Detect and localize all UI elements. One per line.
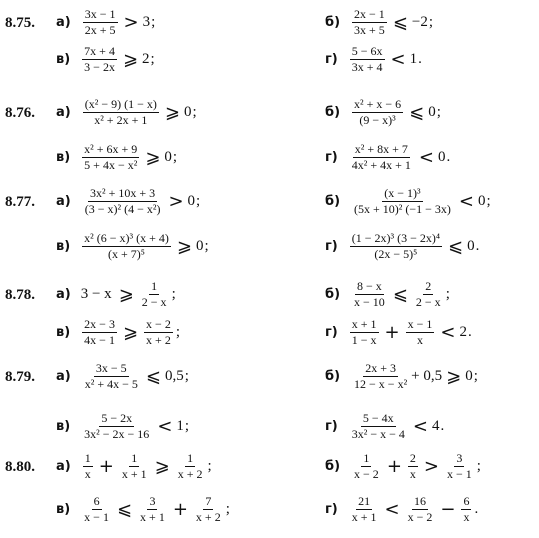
item-label: б): [325, 14, 341, 30]
denominator: (2x − 5)⁵: [374, 246, 418, 261]
fraction: [138, 495, 167, 523]
denominator: x − 1: [84, 509, 109, 524]
denominator: x − 2: [354, 466, 379, 481]
rhs-value: 0,5: [164, 367, 184, 384]
denominator: 3x + 5: [354, 22, 385, 37]
numerator: 3: [456, 451, 463, 465]
denominator: x + 2: [177, 466, 203, 481]
item-1-0: [56, 98, 197, 126]
relation: ⩽: [448, 235, 464, 257]
relation: ⩽: [145, 365, 161, 387]
numerator: x² (6 − x)³ (x + 4): [84, 231, 169, 245]
punctuation: ;: [192, 103, 197, 120]
numerator: 1: [151, 279, 158, 293]
item-3-2: [56, 318, 180, 346]
punctuation: .: [467, 323, 472, 340]
item-label: б): [325, 193, 341, 209]
punctuation: .: [446, 148, 451, 165]
item-0-0: [56, 8, 155, 36]
fraction: [83, 98, 159, 126]
relation: <: [418, 146, 434, 168]
denominator: x + 1: [351, 509, 377, 524]
numerator: 3x − 5: [95, 361, 127, 375]
fraction: [414, 280, 443, 308]
numerator: x − 1: [407, 317, 433, 331]
numerator: x − 2: [146, 317, 171, 331]
expression: [81, 452, 212, 480]
punctuation: .: [418, 50, 422, 67]
expression: [80, 412, 189, 440]
punctuation: ;: [196, 192, 201, 209]
item-0-1: [325, 8, 433, 36]
denominator: x − 1: [447, 466, 472, 481]
numerator: 1: [363, 451, 370, 465]
denominator: x + 1: [121, 466, 147, 481]
expression: [348, 412, 444, 440]
fraction: [445, 452, 474, 480]
item-2-1: [325, 187, 491, 215]
rhs-value: 0: [195, 237, 204, 254]
numerator: 3x² + 10x + 3: [90, 186, 156, 200]
item-label: г): [325, 149, 338, 165]
expression: [81, 187, 200, 215]
fraction: [144, 318, 173, 346]
denominator: x + 2: [146, 332, 171, 347]
punctuation: ;: [150, 50, 155, 67]
expression: [348, 232, 480, 260]
rhs-value: 1: [409, 50, 418, 67]
fraction: [352, 8, 387, 36]
rhs-value: 0: [437, 148, 446, 165]
rhs-value: 0: [164, 148, 172, 165]
punctuation: ;: [207, 457, 212, 474]
sign: +: [98, 455, 114, 477]
denominator: 3x² − x − 4: [351, 426, 405, 441]
numerator: (1 − 2x)³ (3 − 2x)⁴: [351, 231, 441, 245]
relation: >: [123, 11, 139, 33]
item-5-2: [56, 495, 230, 523]
numerator: x² + 8x + 7: [354, 142, 408, 156]
numerator: 2: [409, 451, 416, 465]
item-1-2: [56, 143, 177, 171]
item-3-1: [325, 280, 450, 308]
rhs-value: 0: [187, 192, 196, 209]
numerator: 6: [93, 494, 100, 508]
expression: [350, 187, 491, 215]
denominator: 4x² + 4x + 1: [351, 157, 411, 172]
denominator: x: [409, 466, 416, 481]
denominator: (5x + 10)² (−1 − 3x): [354, 201, 451, 216]
problem-number: 8.78.: [5, 287, 35, 303]
relation: ⩾: [164, 101, 180, 123]
expression: [350, 362, 478, 390]
denominator: x: [84, 466, 91, 481]
relation: ⩾: [122, 48, 139, 70]
rhs-value: 0: [428, 103, 436, 120]
numerator: 5 − 4x: [362, 411, 394, 425]
fraction: [350, 412, 407, 440]
expression: [80, 143, 177, 171]
expression: [350, 452, 481, 480]
rhs-value: 3: [142, 13, 151, 30]
punctuation: ;: [486, 192, 491, 209]
expression: [80, 45, 155, 73]
item-3-3: [325, 318, 472, 346]
punctuation: ;: [172, 148, 178, 165]
item-label: в): [56, 418, 71, 434]
expression: [80, 495, 230, 523]
item-5-1: [325, 452, 481, 480]
item-label: а): [56, 286, 71, 302]
item-1-3: [325, 143, 450, 171]
denominator: 2 − x: [415, 294, 441, 309]
numerator: 5 − 2x: [101, 411, 133, 425]
rhs-value: 1: [176, 417, 184, 434]
item-label: а): [56, 458, 71, 474]
punctuation: ;: [175, 323, 180, 340]
problem-number: 8.79.: [5, 369, 35, 385]
problem-number: 8.76.: [5, 105, 35, 121]
numerator: (x − 1)³: [384, 186, 421, 200]
item-label: в): [56, 324, 71, 340]
rhs-value: 2: [142, 50, 150, 67]
fraction: [406, 318, 435, 346]
item-2-2: [56, 232, 209, 260]
expression: [81, 362, 189, 390]
fraction: [350, 232, 442, 260]
relation: <: [440, 321, 456, 343]
denominator: x + 1: [140, 509, 165, 524]
denominator: 12 − x − x²: [354, 376, 408, 391]
punctuation: ;: [445, 285, 450, 302]
punctuation: .: [440, 417, 445, 434]
denominator: 2x + 5: [84, 22, 116, 37]
fraction: [408, 452, 418, 480]
fraction: [176, 452, 205, 480]
item-4-0: [56, 362, 189, 390]
relation: >: [168, 190, 184, 212]
expression: [348, 143, 450, 171]
denominator: x: [417, 332, 423, 347]
numerator: (x² − 9) (1 − x): [84, 97, 157, 111]
fraction: [350, 318, 379, 346]
punctuation: ;: [476, 457, 481, 474]
expression: [348, 495, 479, 523]
numerator: 8 − x: [357, 279, 382, 293]
numerator: 1: [187, 451, 194, 465]
item-label: а): [56, 14, 71, 30]
expression: [80, 232, 208, 260]
expression: [350, 8, 433, 36]
fraction: [120, 452, 149, 480]
item-4-3: [325, 412, 444, 440]
item-label: б): [325, 286, 341, 302]
numerator: 3: [149, 494, 156, 508]
item-label: а): [56, 368, 71, 384]
relation: ⩾: [446, 365, 462, 387]
item-label: б): [325, 104, 341, 120]
numerator: 6: [463, 494, 470, 508]
item-label: в): [56, 51, 71, 67]
punctuation: ;: [473, 367, 478, 384]
denominator: 3x² − 2x − 16: [84, 426, 150, 441]
fraction: [352, 98, 403, 126]
fraction: [82, 45, 117, 73]
punctuation: ;: [225, 500, 230, 517]
relation: <: [412, 415, 428, 437]
rhs-value: −2: [411, 13, 428, 30]
item-0-2: [56, 45, 155, 73]
item-label: г): [325, 238, 338, 254]
denominator: 3 − 2x: [84, 59, 115, 74]
expression: [350, 98, 441, 126]
item-label: в): [56, 501, 71, 517]
item-label: б): [325, 458, 341, 474]
punctuation: ;: [151, 13, 156, 30]
lead-term: 3 − x: [80, 285, 112, 302]
numerator: 1: [84, 451, 91, 465]
fraction: [83, 187, 163, 215]
rhs-value: 0: [465, 367, 473, 384]
relation: ⩽: [116, 498, 133, 520]
expression: [80, 318, 180, 346]
sign: +: [386, 455, 402, 477]
denominator: x − 2: [407, 509, 433, 524]
punctuation: ;: [171, 285, 176, 302]
fraction: [406, 495, 435, 523]
punctuation: ;: [184, 417, 190, 434]
relation: ⩽: [409, 101, 425, 123]
rhs-value: 2: [459, 323, 467, 340]
fraction: [352, 280, 387, 308]
relation: <: [384, 498, 400, 520]
numerator: 2x + 3: [365, 361, 396, 375]
item-label: г): [325, 324, 338, 340]
fraction: [350, 143, 413, 171]
fraction: [461, 495, 471, 523]
item-label: г): [325, 501, 338, 517]
item-label: б): [325, 368, 341, 384]
fraction: [350, 45, 385, 73]
fraction: [350, 495, 379, 523]
punctuation: ;: [184, 367, 189, 384]
numerator: 2x − 3: [84, 317, 115, 331]
fraction: [82, 143, 139, 171]
numerator: 21: [358, 494, 371, 508]
numerator: x² + x − 6: [354, 97, 402, 111]
denominator: (x + 7)⁵: [108, 246, 145, 261]
relation: <: [390, 48, 406, 70]
item-label: г): [325, 418, 338, 434]
item-label: а): [56, 104, 71, 120]
denominator: x: [463, 509, 470, 524]
rhs-value: 0: [467, 237, 475, 254]
item-5-0: [56, 452, 212, 480]
punctuation: ;: [204, 237, 209, 254]
problem-number: 8.77.: [5, 194, 35, 210]
expression: [348, 318, 472, 346]
item-2-0: [56, 187, 200, 215]
fraction: [352, 362, 409, 390]
problem-number: 8.75.: [5, 15, 35, 31]
fraction: [83, 362, 140, 390]
punctuation: ;: [428, 13, 434, 30]
relation: ⩾: [154, 455, 170, 477]
fraction: [82, 495, 111, 523]
rhs-value: 4: [431, 417, 440, 434]
rhs-value: 0: [478, 192, 486, 209]
denominator: (3 − x)² (4 − x²): [84, 201, 161, 216]
denominator: 5 + 4x − x²: [84, 157, 138, 172]
relation: ⩾: [122, 321, 139, 343]
fraction: [83, 8, 118, 36]
numerator: 2: [425, 279, 432, 293]
item-4-2: [56, 412, 189, 440]
punctuation: .: [475, 237, 480, 254]
denominator: (9 − x)³: [359, 112, 396, 127]
relation: ⩾: [118, 283, 134, 305]
item-2-3: [325, 232, 479, 260]
fraction: [352, 452, 381, 480]
sign: +: [172, 498, 188, 520]
denominator: x + 2: [195, 509, 221, 524]
relation: <: [458, 190, 475, 212]
fraction: [82, 318, 117, 346]
expression: [81, 8, 156, 36]
denominator: 2 − x: [141, 294, 167, 309]
relation: ⩾: [176, 235, 192, 257]
denominator: x − 10: [354, 294, 385, 309]
expression: [348, 45, 422, 73]
item-5-3: [325, 495, 478, 523]
numerator: x + 1: [351, 317, 377, 331]
fraction: [352, 187, 453, 215]
relation: >: [423, 455, 439, 477]
fraction: [82, 412, 151, 440]
fraction: [140, 280, 169, 308]
sign: +: [384, 321, 400, 343]
punctuation: ;: [436, 103, 441, 120]
denominator: 1 − x: [351, 332, 377, 347]
relation: ⩾: [145, 146, 161, 168]
item-0-3: [325, 45, 422, 73]
fraction: [82, 232, 171, 260]
numerator: 1: [131, 451, 138, 465]
numerator: 3x − 1: [84, 7, 116, 21]
denominator: 3x + 4: [351, 59, 383, 74]
relation: ⩽: [392, 283, 408, 305]
denominator: 4x − 1: [84, 332, 115, 347]
expression: [350, 280, 450, 308]
item-label: г): [325, 51, 338, 67]
numerator: 7x + 4: [84, 44, 115, 58]
problem-number: 8.80.: [5, 459, 35, 475]
item-3-0: [56, 280, 176, 308]
fraction: [83, 452, 93, 480]
numerator: 7: [205, 494, 212, 508]
mid-term: + 0,5: [411, 367, 443, 384]
item-label: а): [56, 193, 71, 209]
denominator: x² + 2x + 1: [94, 112, 148, 127]
numerator: 16: [414, 494, 426, 508]
denominator: x² + 4x − 5: [84, 376, 138, 391]
punctuation: .: [474, 500, 479, 517]
relation: ⩽: [392, 11, 408, 33]
item-1-1: [325, 98, 441, 126]
numerator: x² + 6x + 9: [84, 142, 138, 156]
item-4-1: [325, 362, 478, 390]
numerator: 2x − 1: [354, 7, 385, 21]
expression: [81, 98, 197, 126]
rhs-value: 0: [183, 103, 192, 120]
item-label: в): [56, 238, 71, 254]
fraction: [194, 495, 223, 523]
relation: <: [157, 415, 173, 437]
expression: [81, 280, 176, 308]
numerator: 5 − 6x: [351, 44, 383, 58]
sign: −: [440, 498, 456, 520]
item-label: в): [56, 149, 71, 165]
